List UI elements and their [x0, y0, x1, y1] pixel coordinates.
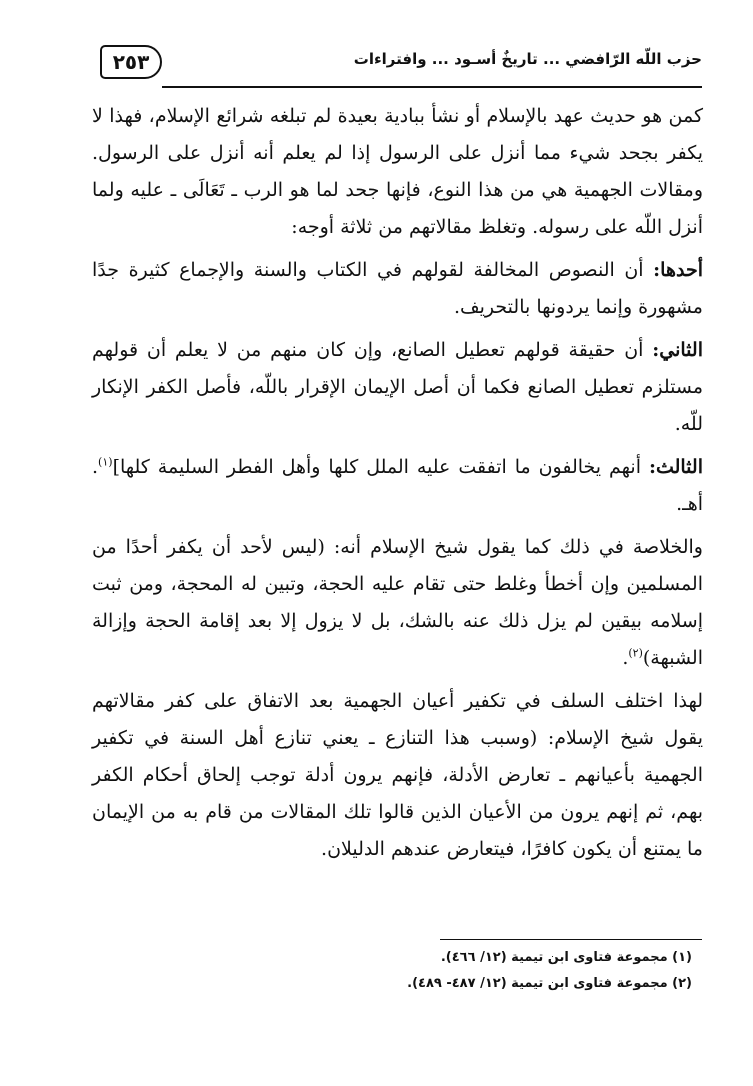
paragraph-4-end: . أهـ.	[92, 456, 703, 515]
footnotes	[92, 945, 692, 997]
footnote-ref-1[interactable]: (١)	[98, 455, 113, 469]
paragraph-4-text: أنهم يخالفون ما اتفقت عليه الملل كلها وأهل الفطر السليمة كلها]	[112, 456, 641, 478]
footnote-1: (١) مجموعة فتاوى ابن تيمية (١٢/ ٤٦٦).	[440, 950, 692, 965]
paragraph-4-lead: الثالث:	[648, 456, 703, 478]
paragraph-3-lead: الثاني:	[652, 339, 703, 361]
paragraph-1-text: كمن هو حديث عهد بالإسلام أو نشأ ببادية بعيدة لم تبلغه شرائع الإسلام، فهذا لا يكفر بجحد شيء مما أنزل على الرسول إذا لم يعلم أنه أنزل على الرسول. ومقالات الجهمية هي من هذا النوع، فإنها جحد لما هو الرب ـ تَعَالَى ـ عليه ولما أنزل اللّه على رسوله. وتغلظ مقالاتهم من ثلاثة أوجه:	[92, 105, 703, 238]
paragraph-3	[92, 332, 703, 443]
paragraph-5-text: والخلاصة في ذلك كما يقول شيخ الإسلام أنه: (ليس لأحد أن يكفر أحدًا من المسلمين وإن أخطأ وغلط حتى تقام عليه الحجة، وتبين له المحجة، ومن ثبت إسلامه بيقين لم يزل ذلك عنه بالشك، بل لا يزول إلا بعد إقامة الحجة وإزالة الشبهة)	[92, 536, 703, 669]
footnote-ref-2[interactable]: (٢)	[628, 646, 643, 660]
paragraph-2-text: أن النصوص المخالفة لقولهم في الكتاب والسنة والإجماع كثيرة جدًا مشهورة وإنما يردونها بالتحريف.	[92, 259, 703, 318]
paragraph-4	[92, 449, 703, 523]
footnote-2: (٢) مجموعة فتاوى ابن تيمية (١٢/ ٤٨٧- ٤٨٩).	[407, 976, 692, 991]
footnote-separator	[440, 939, 702, 940]
header-rule	[162, 86, 702, 88]
paragraph-2-lead: أحدها:	[653, 259, 703, 281]
body-text	[92, 98, 703, 874]
paragraph-6	[92, 683, 703, 868]
running-title: حزب اللّه الرّافضي ... تاريخٌ أسـود ... وافتراءات	[353, 50, 702, 68]
paragraph-5-end: .	[622, 647, 629, 669]
paragraph-3-text: أن حقيقة قولهم تعطيل الصانع، وإن كان منهم من لا يعلم أن قولهم مستلزم تعطيل الصانع فكما أن أصل الإيمان الإقرار باللّه، فأصل الكفر الإنكار للّه.	[92, 339, 703, 435]
page-number: ٢٥٣	[100, 45, 162, 79]
paragraph-5	[92, 529, 703, 677]
paragraph-1	[92, 98, 703, 246]
paragraph-6-text: لهذا اختلف السلف في تكفير أعيان الجهمية بعد الاتفاق على كفر مقالاتهم يقول شيخ الإسلام: (وسبب هذا التنازع ـ يعني تنازع أهل السنة في تكفير الجهمية بأعيانهم ـ تعارض الأدلة، فإنهم يرون أدلة توجب إلحاق أحكام الكفر بهم، ثم إنهم يرون من الأعيان الذين قالوا تلك المقالات من قام به من الإيمان ما يمتنع أن يكون كافرًا، فيتعارض عندهم الدليلان.	[92, 690, 703, 860]
paragraph-2	[92, 252, 703, 326]
page-header	[100, 42, 702, 90]
